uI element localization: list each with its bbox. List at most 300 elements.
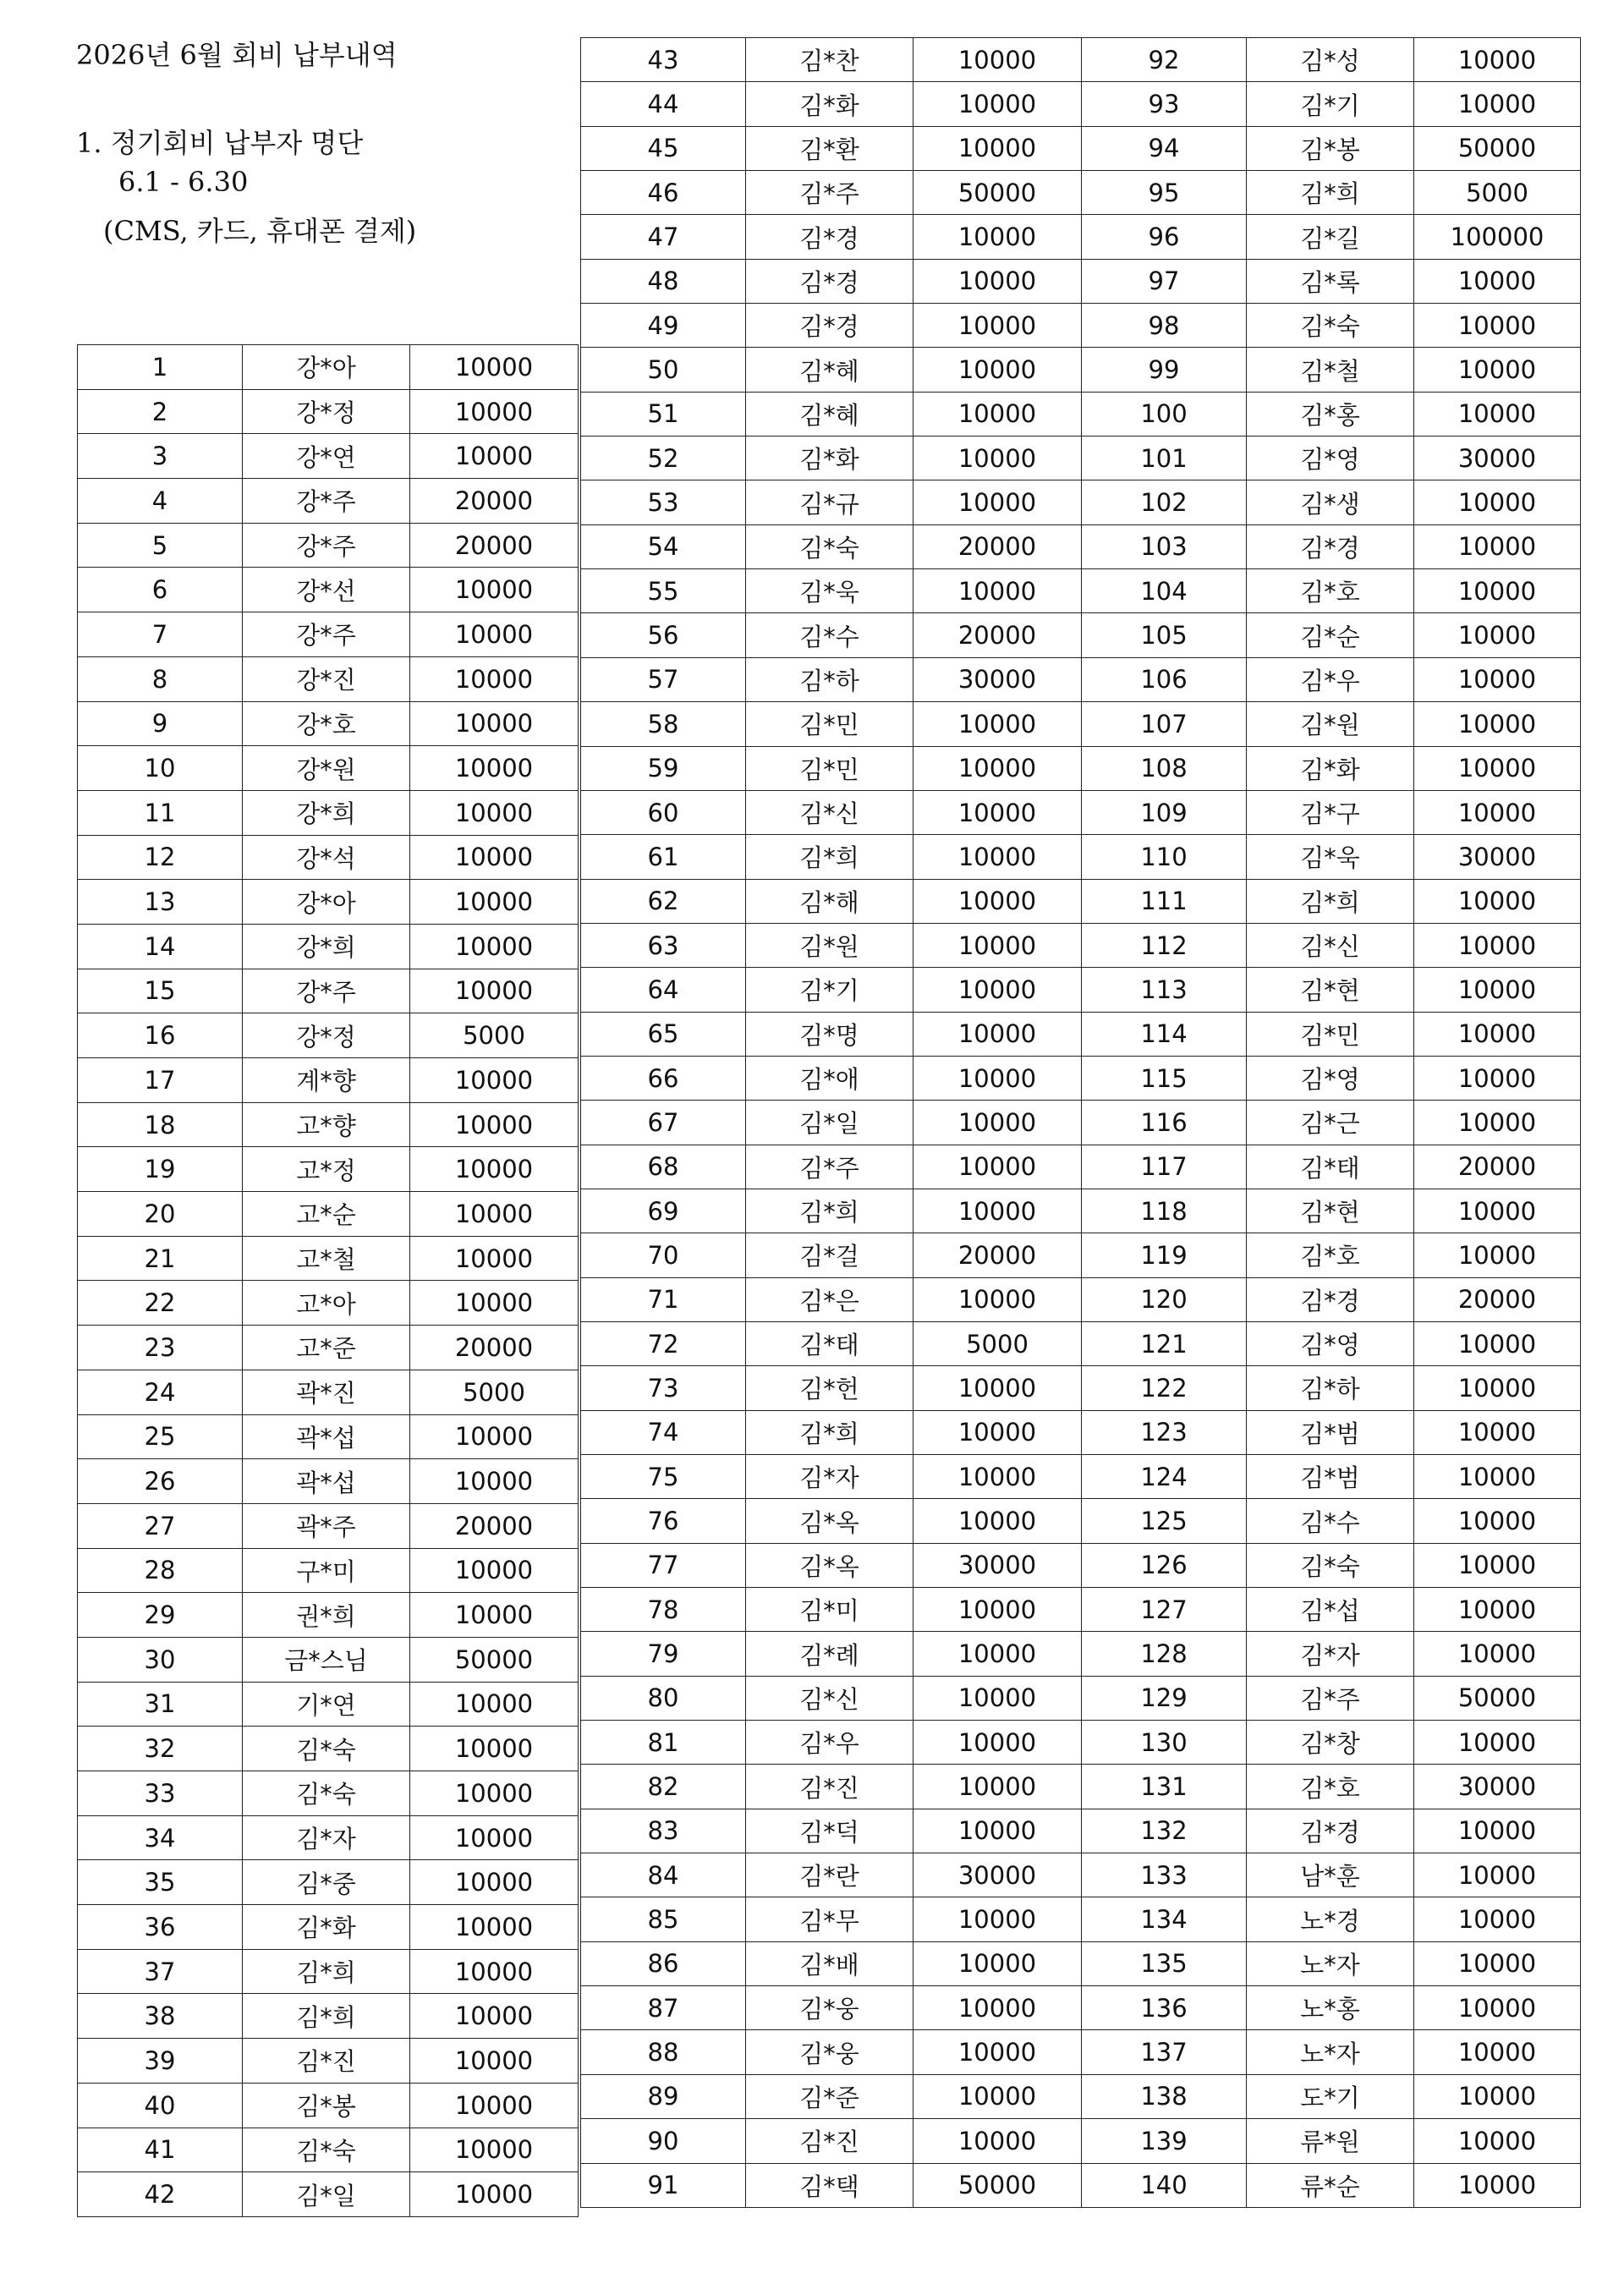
name-cell: 김*봉 xyxy=(1247,126,1414,170)
amount-cell: 10000 xyxy=(1414,1233,1581,1277)
amount-cell: 10000 xyxy=(1414,746,1581,790)
no-cell: 75 xyxy=(581,1455,746,1499)
table-row xyxy=(581,38,1581,82)
no-cell: 91 xyxy=(581,2163,746,2207)
table-row xyxy=(581,1233,1581,1277)
table-row xyxy=(581,1056,1581,1100)
name-cell: 도*기 xyxy=(1247,2074,1414,2118)
amount-cell: 10000 xyxy=(914,1189,1082,1233)
no-cell: 90 xyxy=(581,2119,746,2163)
no-cell: 30 xyxy=(78,1637,243,1682)
amount-cell: 10000 xyxy=(1414,879,1581,923)
amount-cell: 100000 xyxy=(1414,215,1581,259)
no-cell: 101 xyxy=(1082,436,1247,480)
amount-cell: 10000 xyxy=(410,701,579,746)
table-row xyxy=(78,1236,579,1281)
amount-cell: 10000 xyxy=(410,1593,579,1638)
name-cell: 김*택 xyxy=(746,2163,914,2207)
name-cell: 김*원 xyxy=(1247,702,1414,746)
no-cell: 41 xyxy=(78,2128,243,2172)
table-row xyxy=(581,1676,1581,1720)
no-cell: 12 xyxy=(78,835,243,880)
amount-cell: 10000 xyxy=(914,259,1082,303)
name-cell: 김*경 xyxy=(1247,1277,1414,1321)
table-row xyxy=(581,1588,1581,1632)
no-cell: 4 xyxy=(78,479,243,524)
no-cell: 8 xyxy=(78,656,243,701)
name-cell: 곽*진 xyxy=(243,1370,410,1414)
no-cell: 52 xyxy=(581,436,746,480)
amount-cell: 10000 xyxy=(410,656,579,701)
table-row xyxy=(78,1459,579,1504)
name-cell: 강*주 xyxy=(243,612,410,657)
table-row xyxy=(78,1192,579,1237)
table-row xyxy=(581,215,1581,259)
no-cell: 71 xyxy=(581,1277,746,1321)
name-cell: 강*연 xyxy=(243,434,410,479)
amount-cell: 10000 xyxy=(1414,392,1581,436)
table-row xyxy=(581,1145,1581,1189)
amount-cell: 10000 xyxy=(914,1366,1082,1410)
amount-cell: 10000 xyxy=(914,82,1082,126)
amount-cell: 10000 xyxy=(914,1721,1082,1765)
no-cell: 72 xyxy=(581,1321,746,1365)
table-row xyxy=(581,2030,1581,2074)
name-cell: 김*경 xyxy=(746,304,914,348)
name-cell: 김*하 xyxy=(746,657,914,701)
no-cell: 83 xyxy=(581,1809,746,1853)
amount-cell: 10000 xyxy=(914,1012,1082,1056)
no-cell: 134 xyxy=(1082,1897,1247,1941)
name-cell: 김*진 xyxy=(243,2039,410,2084)
amount-cell: 10000 xyxy=(1414,1321,1581,1365)
amount-cell: 10000 xyxy=(410,1727,579,1771)
name-cell: 김*진 xyxy=(746,1765,914,1809)
no-cell: 95 xyxy=(1082,171,1247,215)
table-row xyxy=(581,835,1581,879)
table-row xyxy=(581,613,1581,657)
no-cell: 67 xyxy=(581,1101,746,1145)
name-cell: 강*주 xyxy=(243,479,410,524)
name-cell: 김*해 xyxy=(746,879,914,923)
no-cell: 73 xyxy=(581,1366,746,1410)
amount-cell: 20000 xyxy=(914,1233,1082,1277)
table-row xyxy=(581,657,1581,701)
name-cell: 김*헌 xyxy=(746,1366,914,1410)
no-cell: 68 xyxy=(581,1145,746,1189)
amount-cell: 10000 xyxy=(914,1897,1082,1941)
no-cell: 32 xyxy=(78,1727,243,1771)
name-cell: 김*화 xyxy=(746,436,914,480)
no-cell: 19 xyxy=(78,1147,243,1192)
no-cell: 59 xyxy=(581,746,746,790)
name-cell: 김*록 xyxy=(1247,259,1414,303)
name-cell: 김*희 xyxy=(1247,171,1414,215)
amount-cell: 10000 xyxy=(914,1941,1082,1985)
no-cell: 40 xyxy=(78,2083,243,2128)
no-cell: 43 xyxy=(581,38,746,82)
amount-cell: 10000 xyxy=(410,1192,579,1237)
amount-cell: 10000 xyxy=(410,2083,579,2128)
no-cell: 28 xyxy=(78,1548,243,1593)
no-cell: 65 xyxy=(581,1012,746,1056)
no-cell: 45 xyxy=(581,126,746,170)
name-cell: 김*화 xyxy=(746,82,914,126)
name-cell: 금*스님 xyxy=(243,1637,410,1682)
amount-cell: 10000 xyxy=(914,1101,1082,1145)
no-cell: 97 xyxy=(1082,259,1247,303)
amount-cell: 10000 xyxy=(914,348,1082,392)
amount-cell: 30000 xyxy=(1414,436,1581,480)
name-cell: 김*봉 xyxy=(243,2083,410,2128)
no-cell: 115 xyxy=(1082,1056,1247,1100)
no-cell: 62 xyxy=(581,879,746,923)
no-cell: 66 xyxy=(581,1056,746,1100)
no-cell: 108 xyxy=(1082,746,1247,790)
amount-cell: 20000 xyxy=(1414,1145,1581,1189)
amount-cell: 10000 xyxy=(1414,1721,1581,1765)
name-cell: 김*신 xyxy=(1247,923,1414,967)
no-cell: 31 xyxy=(78,1682,243,1727)
name-cell: 강*석 xyxy=(243,835,410,880)
table-row xyxy=(78,1414,579,1459)
name-cell: 김*길 xyxy=(1247,215,1414,259)
amount-cell: 10000 xyxy=(410,790,579,835)
table-row xyxy=(581,1410,1581,1454)
table-row xyxy=(581,392,1581,436)
no-cell: 63 xyxy=(581,923,746,967)
no-cell: 3 xyxy=(78,434,243,479)
table-row xyxy=(581,1455,1581,1499)
amount-cell: 5000 xyxy=(914,1321,1082,1365)
amount-cell: 10000 xyxy=(914,569,1082,613)
name-cell: 김*준 xyxy=(746,2074,914,2118)
name-cell: 김*혜 xyxy=(746,392,914,436)
name-cell: 김*일 xyxy=(746,1101,914,1145)
amount-cell: 10000 xyxy=(410,568,579,612)
name-cell: 김*우 xyxy=(746,1721,914,1765)
no-cell: 80 xyxy=(581,1676,746,1720)
no-cell: 88 xyxy=(581,2030,746,2074)
name-cell: 노*경 xyxy=(1247,1897,1414,1941)
name-cell: 김*경 xyxy=(1247,524,1414,568)
table-row xyxy=(581,569,1581,613)
name-cell: 김*애 xyxy=(746,1056,914,1100)
left-payer-table xyxy=(77,344,579,2217)
amount-cell: 10000 xyxy=(410,1949,579,1994)
no-cell: 129 xyxy=(1082,1676,1247,1720)
table-row xyxy=(78,2083,579,2128)
no-cell: 111 xyxy=(1082,879,1247,923)
no-cell: 1 xyxy=(78,345,243,390)
table-row xyxy=(78,1771,579,1816)
amount-cell: 10000 xyxy=(410,1548,579,1593)
no-cell: 26 xyxy=(78,1459,243,1504)
no-cell: 100 xyxy=(1082,392,1247,436)
amount-cell: 10000 xyxy=(1414,259,1581,303)
no-cell: 139 xyxy=(1082,2119,1247,2163)
no-cell: 64 xyxy=(581,968,746,1012)
no-cell: 138 xyxy=(1082,2074,1247,2118)
amount-cell: 10000 xyxy=(410,1414,579,1459)
name-cell: 김*화 xyxy=(243,1905,410,1950)
table-row xyxy=(581,1809,1581,1853)
name-cell: 김*현 xyxy=(1247,1189,1414,1233)
name-cell: 김*무 xyxy=(746,1897,914,1941)
table-row xyxy=(78,746,579,791)
no-cell: 109 xyxy=(1082,790,1247,834)
table-row xyxy=(581,879,1581,923)
name-cell: 류*원 xyxy=(1247,2119,1414,2163)
amount-cell: 10000 xyxy=(1414,1499,1581,1543)
name-cell: 김*신 xyxy=(746,1676,914,1720)
no-cell: 84 xyxy=(581,1853,746,1897)
no-cell: 23 xyxy=(78,1326,243,1370)
no-cell: 20 xyxy=(78,1192,243,1237)
no-cell: 119 xyxy=(1082,1233,1247,1277)
name-cell: 김*호 xyxy=(1247,569,1414,613)
no-cell: 120 xyxy=(1082,1277,1247,1321)
name-cell: 노*자 xyxy=(1247,1941,1414,1985)
amount-cell: 10000 xyxy=(410,746,579,791)
amount-cell: 10000 xyxy=(914,126,1082,170)
name-cell: 고*순 xyxy=(243,1192,410,1237)
table-row xyxy=(581,480,1581,524)
table-row xyxy=(581,171,1581,215)
amount-cell: 5000 xyxy=(410,1013,579,1058)
amount-cell: 10000 xyxy=(914,1277,1082,1321)
name-cell: 김*규 xyxy=(746,480,914,524)
no-cell: 74 xyxy=(581,1410,746,1454)
table-row xyxy=(581,2074,1581,2118)
name-cell: 김*범 xyxy=(1247,1410,1414,1454)
name-cell: 김*희 xyxy=(746,1410,914,1454)
name-cell: 김*숙 xyxy=(746,524,914,568)
amount-cell: 10000 xyxy=(914,1676,1082,1720)
no-cell: 86 xyxy=(581,1941,746,1985)
amount-cell: 30000 xyxy=(914,1543,1082,1587)
no-cell: 18 xyxy=(78,1102,243,1147)
no-cell: 25 xyxy=(78,1414,243,1459)
no-cell: 98 xyxy=(1082,304,1247,348)
amount-cell: 30000 xyxy=(914,657,1082,701)
amount-cell: 10000 xyxy=(1414,2030,1581,2074)
name-cell: 김*홍 xyxy=(1247,392,1414,436)
table-row xyxy=(581,702,1581,746)
amount-cell: 10000 xyxy=(410,1281,579,1326)
no-cell: 76 xyxy=(581,1499,746,1543)
name-cell: 김*민 xyxy=(746,702,914,746)
no-cell: 35 xyxy=(78,1860,243,1905)
name-cell: 김*민 xyxy=(1247,1012,1414,1056)
amount-cell: 50000 xyxy=(914,2163,1082,2207)
amount-cell: 10000 xyxy=(914,2119,1082,2163)
table-row xyxy=(581,1941,1581,1985)
no-cell: 38 xyxy=(78,1994,243,2039)
name-cell: 강*아 xyxy=(243,345,410,390)
name-cell: 강*희 xyxy=(243,790,410,835)
no-cell: 103 xyxy=(1082,524,1247,568)
name-cell: 노*자 xyxy=(1247,2030,1414,2074)
no-cell: 77 xyxy=(581,1543,746,1587)
no-cell: 79 xyxy=(581,1632,746,1676)
name-cell: 류*순 xyxy=(1247,2163,1414,2207)
no-cell: 53 xyxy=(581,480,746,524)
name-cell: 김*숙 xyxy=(243,1771,410,1816)
name-cell: 고*아 xyxy=(243,1281,410,1326)
no-cell: 44 xyxy=(581,82,746,126)
table-row xyxy=(78,924,579,969)
no-cell: 137 xyxy=(1082,2030,1247,2074)
no-cell: 113 xyxy=(1082,968,1247,1012)
name-cell: 김*영 xyxy=(1247,1321,1414,1365)
amount-cell: 5000 xyxy=(1414,171,1581,215)
amount-cell: 50000 xyxy=(1414,126,1581,170)
name-cell: 강*호 xyxy=(243,701,410,746)
no-cell: 127 xyxy=(1082,1588,1247,1632)
name-cell: 김*욱 xyxy=(746,569,914,613)
no-cell: 82 xyxy=(581,1765,746,1809)
amount-cell: 10000 xyxy=(1414,1056,1581,1100)
amount-cell: 10000 xyxy=(410,434,579,479)
no-cell: 61 xyxy=(581,835,746,879)
name-cell: 김*진 xyxy=(746,2119,914,2163)
amount-cell: 10000 xyxy=(1414,1632,1581,1676)
name-cell: 곽*주 xyxy=(243,1503,410,1548)
amount-cell: 10000 xyxy=(1414,569,1581,613)
name-cell: 계*향 xyxy=(243,1058,410,1103)
name-cell: 김*희 xyxy=(243,1949,410,1994)
amount-cell: 10000 xyxy=(1414,38,1581,82)
no-cell: 117 xyxy=(1082,1145,1247,1189)
no-cell: 130 xyxy=(1082,1721,1247,1765)
name-cell: 김*기 xyxy=(746,968,914,1012)
no-cell: 106 xyxy=(1082,657,1247,701)
no-cell: 131 xyxy=(1082,1765,1247,1809)
name-cell: 고*철 xyxy=(243,1236,410,1281)
no-cell: 49 xyxy=(581,304,746,348)
amount-cell: 10000 xyxy=(410,1102,579,1147)
amount-cell: 10000 xyxy=(914,480,1082,524)
table-row xyxy=(78,1370,579,1414)
name-cell: 김*찬 xyxy=(746,38,914,82)
no-cell: 22 xyxy=(78,1281,243,1326)
no-cell: 10 xyxy=(78,746,243,791)
amount-cell: 10000 xyxy=(410,2172,579,2217)
amount-cell: 10000 xyxy=(914,835,1082,879)
amount-cell: 10000 xyxy=(1414,304,1581,348)
name-cell: 김*섭 xyxy=(1247,1588,1414,1632)
no-cell: 34 xyxy=(78,1815,243,1860)
name-cell: 김*영 xyxy=(1247,436,1414,480)
name-cell: 강*아 xyxy=(243,880,410,925)
table-row xyxy=(581,524,1581,568)
name-cell: 김*경 xyxy=(1247,1809,1414,1853)
table-row xyxy=(581,2119,1581,2163)
name-cell: 고*향 xyxy=(243,1102,410,1147)
no-cell: 55 xyxy=(581,569,746,613)
amount-cell: 10000 xyxy=(914,1455,1082,1499)
amount-cell: 10000 xyxy=(410,1994,579,2039)
name-cell: 김*주 xyxy=(1247,1676,1414,1720)
name-cell: 김*화 xyxy=(1247,746,1414,790)
table-row xyxy=(581,968,1581,1012)
name-cell: 곽*섭 xyxy=(243,1414,410,1459)
no-cell: 135 xyxy=(1082,1941,1247,1985)
amount-cell: 10000 xyxy=(410,1682,579,1727)
amount-cell: 10000 xyxy=(914,1499,1082,1543)
amount-cell: 10000 xyxy=(1414,1189,1581,1233)
amount-cell: 10000 xyxy=(1414,923,1581,967)
no-cell: 2 xyxy=(78,389,243,434)
no-cell: 17 xyxy=(78,1058,243,1103)
no-cell: 48 xyxy=(581,259,746,303)
name-cell: 김*철 xyxy=(1247,348,1414,392)
name-cell: 고*준 xyxy=(243,1326,410,1370)
no-cell: 36 xyxy=(78,1905,243,1950)
amount-cell: 20000 xyxy=(914,524,1082,568)
payment-methods: (CMS, 카드, 휴대폰 결제) xyxy=(103,215,417,247)
name-cell: 김*자 xyxy=(746,1455,914,1499)
amount-cell: 10000 xyxy=(914,1765,1082,1809)
no-cell: 105 xyxy=(1082,613,1247,657)
amount-cell: 10000 xyxy=(914,1588,1082,1632)
table-row xyxy=(581,790,1581,834)
name-cell: 김*걸 xyxy=(746,1233,914,1277)
table-row xyxy=(581,1321,1581,1365)
amount-cell: 50000 xyxy=(1414,1676,1581,1720)
amount-cell: 10000 xyxy=(1414,1101,1581,1145)
no-cell: 54 xyxy=(581,524,746,568)
amount-cell: 10000 xyxy=(914,746,1082,790)
amount-cell: 10000 xyxy=(1414,1809,1581,1853)
table-row xyxy=(78,523,579,568)
name-cell: 강*희 xyxy=(243,924,410,969)
name-cell: 김*숙 xyxy=(243,2128,410,2172)
no-cell: 37 xyxy=(78,1949,243,1994)
amount-cell: 10000 xyxy=(914,392,1082,436)
no-cell: 27 xyxy=(78,1503,243,1548)
name-cell: 곽*섭 xyxy=(243,1459,410,1504)
table-row xyxy=(78,1147,579,1192)
name-cell: 김*욱 xyxy=(1247,835,1414,879)
amount-cell: 10000 xyxy=(410,2128,579,2172)
no-cell: 69 xyxy=(581,1189,746,1233)
name-cell: 김*웅 xyxy=(746,2030,914,2074)
amount-cell: 10000 xyxy=(410,1147,579,1192)
no-cell: 56 xyxy=(581,613,746,657)
no-cell: 133 xyxy=(1082,1853,1247,1897)
name-cell: 김*영 xyxy=(1247,1056,1414,1100)
no-cell: 102 xyxy=(1082,480,1247,524)
name-cell: 김*명 xyxy=(746,1012,914,1056)
name-cell: 김*성 xyxy=(1247,38,1414,82)
amount-cell: 20000 xyxy=(410,479,579,524)
amount-cell: 10000 xyxy=(914,2074,1082,2118)
no-cell: 116 xyxy=(1082,1101,1247,1145)
table-row xyxy=(78,880,579,925)
table-row xyxy=(581,2163,1581,2207)
name-cell: 강*주 xyxy=(243,969,410,1013)
name-cell: 김*혜 xyxy=(746,348,914,392)
payment-period: 6.1 - 6.30 xyxy=(118,166,249,198)
section-heading: 1. 정기회비 납부자 명단 xyxy=(76,127,364,159)
name-cell: 김*주 xyxy=(746,1145,914,1189)
name-cell: 김*호 xyxy=(1247,1765,1414,1809)
amount-cell: 10000 xyxy=(1414,1986,1581,2030)
amount-cell: 10000 xyxy=(1414,524,1581,568)
amount-cell: 10000 xyxy=(1414,1588,1581,1632)
